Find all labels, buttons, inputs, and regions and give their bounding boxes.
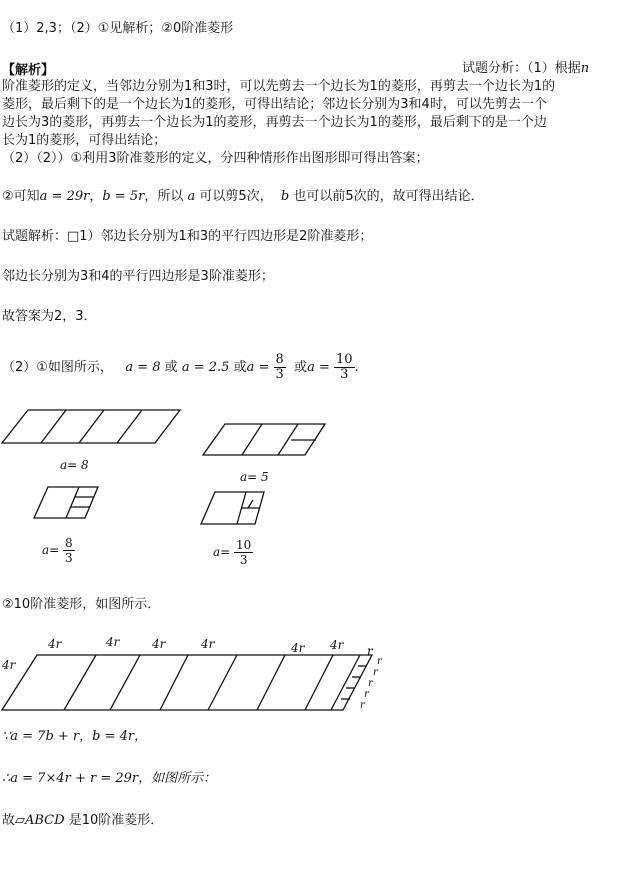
answer-line: （1）2,3；（2）①见解析；②0阶准菱形 xyxy=(2,21,234,36)
figure-a-10-3 xyxy=(201,492,264,524)
jiexi-tag: 【解析】 xyxy=(2,63,55,78)
top-label-4: 4r xyxy=(201,637,215,651)
analysis-line-2: 菱形，最后剩下的是一个边长为1的菱形，可得出结论；邻边长分别为3和4时，可以先剪去一个 xyxy=(2,97,547,112)
therefore-line: ∴a = 7×4r + r = 29r，如图所示： xyxy=(2,771,217,786)
solution-line-3: 故答案为2，3． xyxy=(2,309,97,324)
top-label-1: 4r xyxy=(48,637,62,651)
figure-a-8-3 xyxy=(34,487,98,518)
r-label-2: r xyxy=(373,667,378,678)
fraction-10-3: $\frac{10}{3}$ xyxy=(335,352,353,382)
part2b-line: ②10阶准菱形，如图所示． xyxy=(2,597,161,612)
side-label-4r: 4r xyxy=(2,658,16,672)
top-label-6: 4r xyxy=(330,638,344,652)
top-label-5: 4r xyxy=(291,641,305,655)
label-a-8-3: a= $\frac{8}{3}$ xyxy=(42,536,73,565)
known-line: ②可知a = 29r，b = 5r，所以 a 可以剪5次， b 也可以前5次的，故可得出结论． xyxy=(2,189,484,204)
label-a-5: a= 5 xyxy=(240,470,269,484)
r-label-4: r xyxy=(364,689,369,700)
r-label-top: r xyxy=(367,644,373,658)
figure-a-5 xyxy=(203,424,325,455)
fraction-8-3: $\frac{8}{3}$ xyxy=(275,352,284,382)
solution-line-2: 邻边长分别为3和4的平行四边形是3阶准菱形； xyxy=(2,269,274,284)
label-a-10-3: a= $\frac{10}{3}$ xyxy=(213,538,252,567)
because-line: ∵a = 7b + r，b = 4r， xyxy=(2,729,148,744)
top-label-3: 4r xyxy=(152,637,166,651)
figure-a-8 xyxy=(2,410,180,443)
solution-line-1: 试题解析：□1）邻边长分别为1和3的平行四边形是2阶准菱形； xyxy=(2,229,373,244)
analysis-line-5: （2）（2））①利用3阶准菱形的定义，分四种情形作出图形即可得出答案； xyxy=(2,151,429,166)
analysis-line-3: 边长为3的菱形，再剪去一个边长为1的菱形，再剪去一个边长为1的菱形，最后剩下的是一个边 xyxy=(2,115,547,130)
label-a-8: a= 8 xyxy=(60,458,89,472)
analysis-line-4: 长为1的菱形，可得出结论； xyxy=(2,133,167,148)
analysis-head: 试题分析：（1）根据n xyxy=(462,61,590,76)
part2-line: （2）①如图所示， a = 8 或 a = 2.5 或a = $\frac{8}{3}$ 或a = $\frac{10}{3}$ . xyxy=(2,352,359,382)
r-label-3: r xyxy=(368,678,373,689)
figure-10-level xyxy=(2,655,372,710)
conclusion-line: 故▱ABCD 是10阶准菱形． xyxy=(2,813,164,828)
analysis-line-1: 阶准菱形的定义，当邻边分别为1和3时，可以先剪去一个边长为1的菱形，再剪去一个边长为1的 xyxy=(2,79,556,94)
top-label-2: 4r xyxy=(106,635,120,649)
r-label-5: r xyxy=(360,700,365,711)
r-label-1: r xyxy=(377,656,382,667)
